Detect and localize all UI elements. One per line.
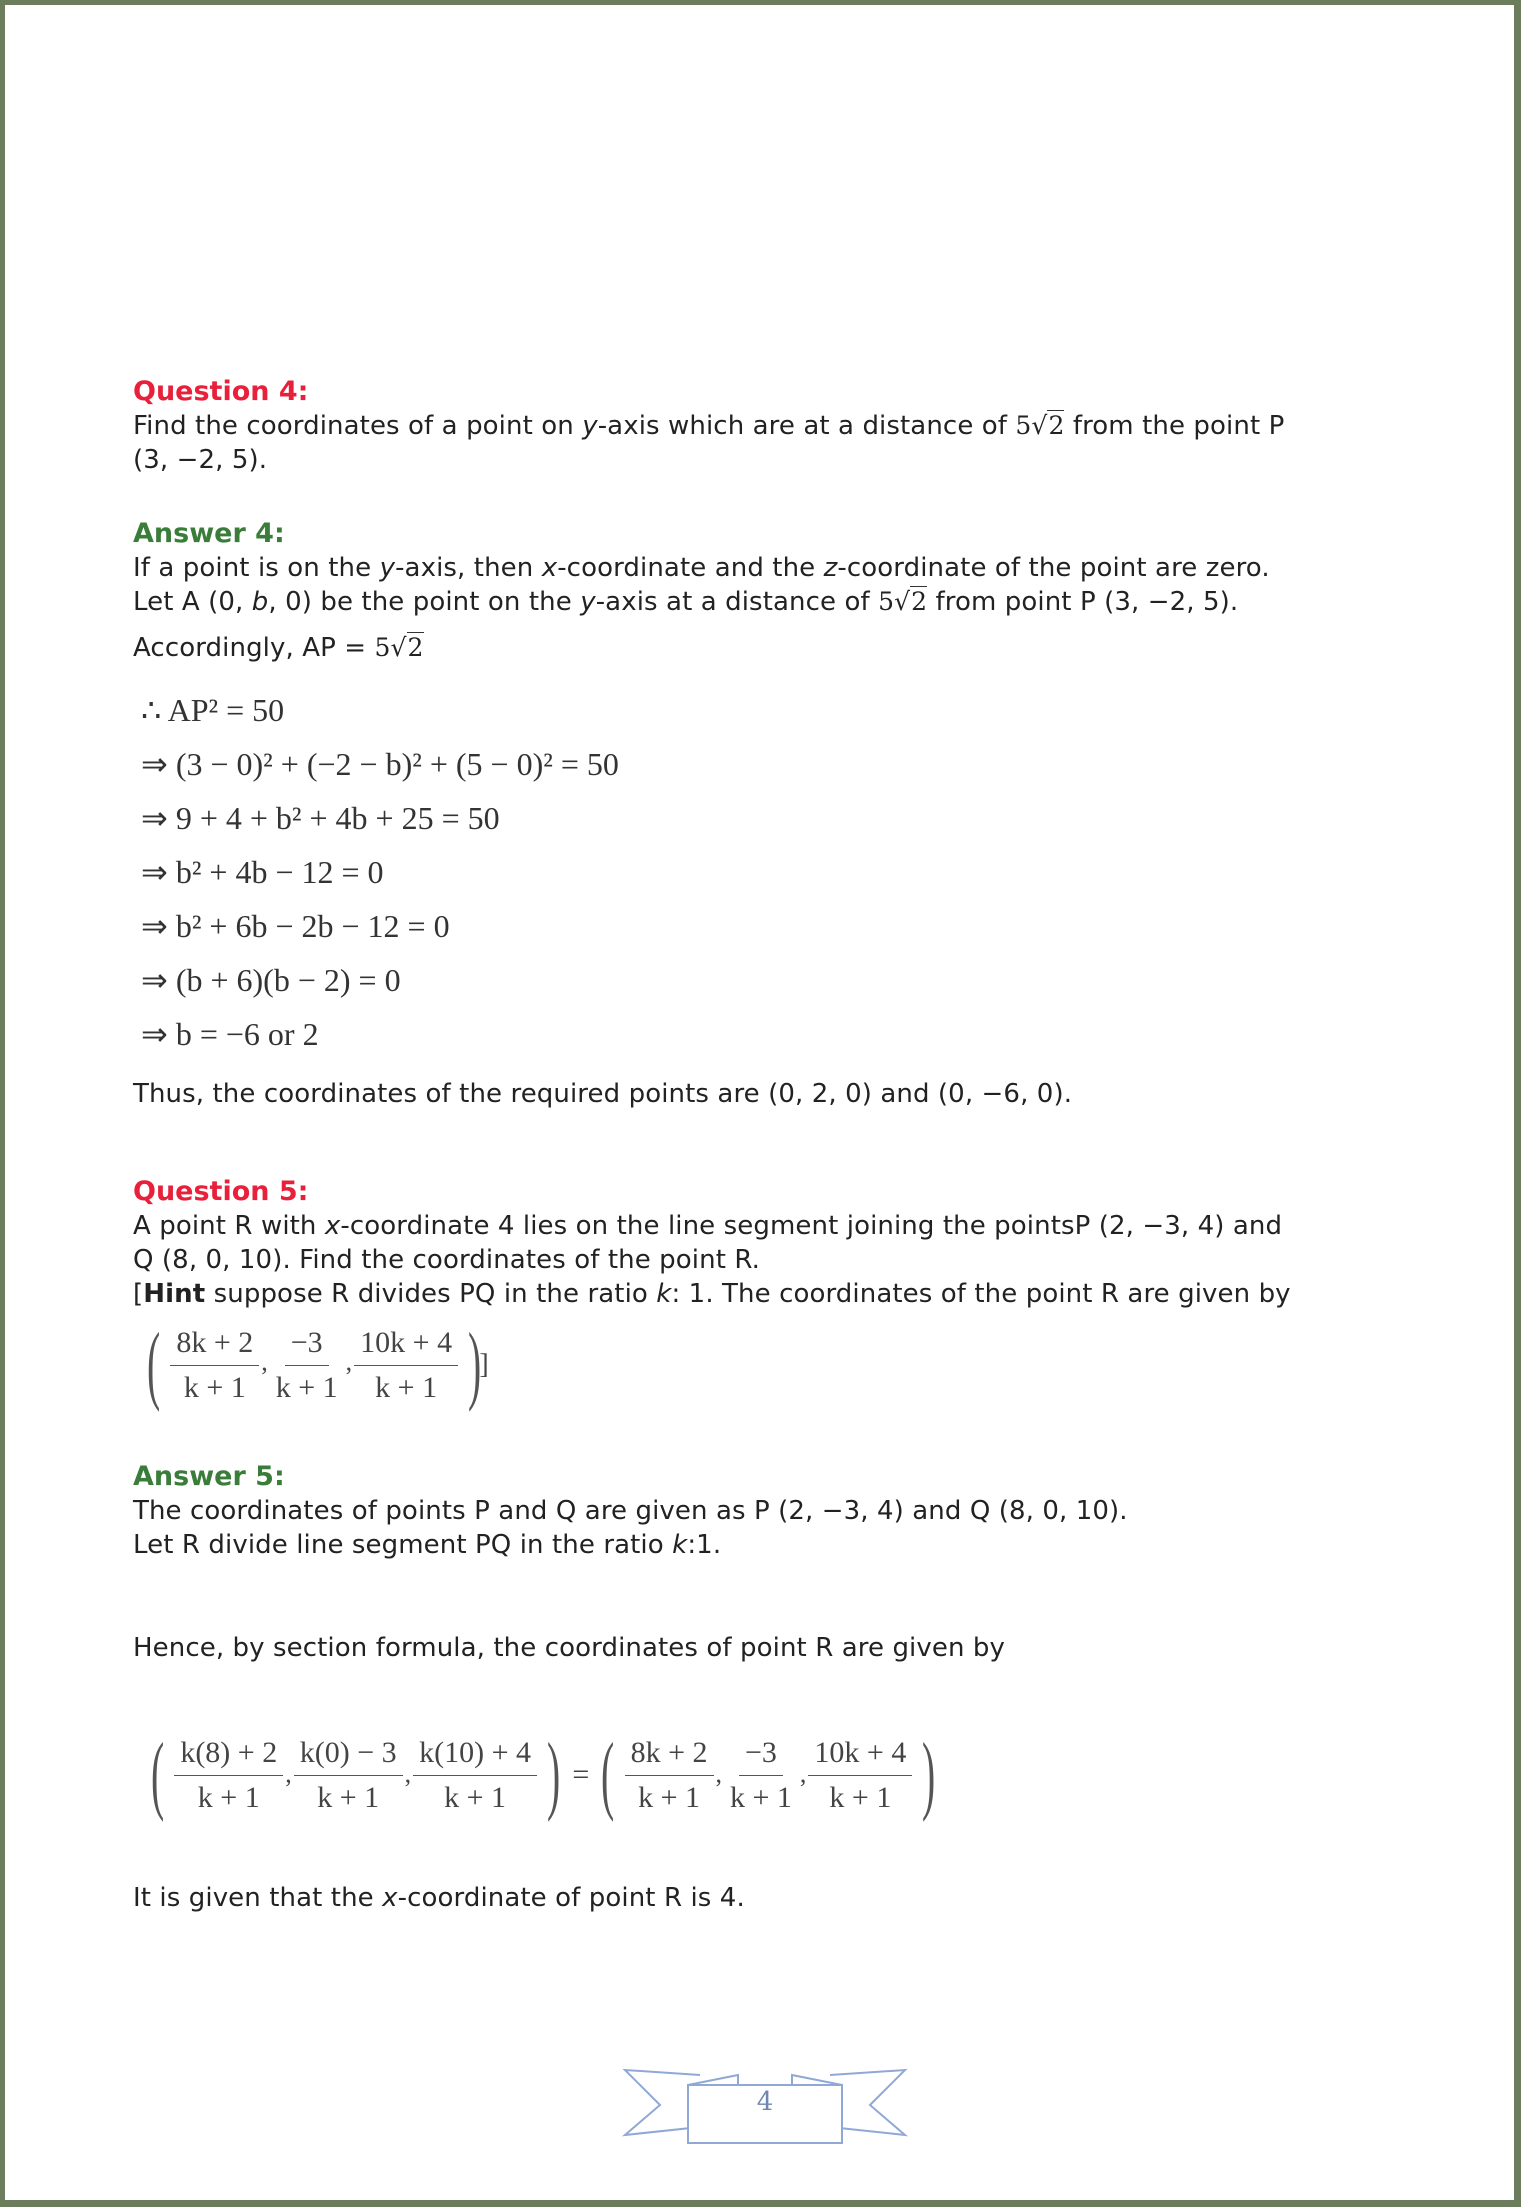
answer-5	[133, 1460, 1403, 1562]
answer-5-line2: Let R divide line segment PQ in the ratio k:1.	[133, 1530, 722, 1560]
question-5-heading: Question 5:	[133, 1176, 309, 1207]
section-formula: ( $\frac{k(8) + 2}{k + 1}$ , $\frac{k(0) - 3}{k + 1}$ , $\frac{k(10) + 4}{k + 1}$ ) = ( $\frac{8k + 2}{k + 1}$ , $\frac{-3}{k + 1}$ , $\frac{10k + 4}{k + 1}$ )	[151, 1726, 936, 1823]
fraction: $\frac{10k + 4}{k + 1}$	[808, 1733, 912, 1818]
equation-line: ⇒ (b + 6)(b − 2) = 0	[141, 962, 401, 998]
equation-line: ∴ AP² = 50	[141, 692, 285, 728]
equation-line: ⇒ b² + 6b − 2b − 12 = 0	[141, 908, 450, 944]
answer-4-line3: Accordingly, AP = 5√2	[133, 633, 424, 663]
answer-4	[133, 517, 1403, 665]
question-5-hint: [Hint suppose R divides PQ in the ratio k: 1. The coordinates of the point R are given by	[133, 1279, 1291, 1309]
equation-line: ⇒ b = −6 or 2	[141, 1016, 319, 1052]
question-4-heading: Question 4:	[133, 376, 309, 407]
answer-4-heading: Answer 4:	[133, 518, 285, 549]
answer-5-heading: Answer 5:	[133, 1461, 285, 1492]
right-paren: )	[468, 1316, 482, 1413]
five-root-two: 5√2	[1015, 411, 1065, 440]
question-4	[133, 375, 1403, 477]
fraction: $\frac{10k + 4}{k + 1}$	[354, 1323, 458, 1408]
question-5-line2: Q (8, 0, 10). Find the coordinates of the point R.	[133, 1245, 760, 1275]
fraction: $\frac{-3}{k + 1}$	[724, 1733, 798, 1818]
question-4-text-line2: (3, −2, 5).	[133, 445, 268, 475]
answer-4-conclusion: Thus, the coordinates of the required points are (0, 2, 0) and (0, −6, 0).	[133, 1079, 1073, 1109]
page-number: 4	[756, 2087, 774, 2117]
document-page	[5, 5, 1514, 2200]
answer-5-line4: It is given that the x-coordinate of point R is 4.	[133, 1883, 745, 1913]
question-5-line1: A point R with x-coordinate 4 lies on the line segment joining the pointsP (2, −3, 4) and	[133, 1211, 1283, 1241]
fraction: $\frac{k(8) + 2}{k + 1}$	[174, 1733, 283, 1818]
hint-formula: ( $\frac{8k + 2}{k + 1}$ , $\frac{-3}{k + 1}$ , $\frac{10k + 4}{k + 1}$ ) ]	[147, 1316, 489, 1413]
equation-line: ⇒ 9 + 4 + b² + 4b + 25 = 50	[141, 800, 500, 836]
answer-4-line2: Let A (0, b, 0) be the point on the y-axis at a distance of 5√2 from point P (3, −2, 5).	[133, 587, 1239, 617]
fraction: $\frac{-3}{k + 1}$	[270, 1323, 344, 1408]
page-number-ribbon	[620, 2065, 910, 2145]
question-4-text: Find the coordinates of a point on y-axis which are at a distance of 5√2 from the point P	[133, 411, 1285, 441]
equation-line: ⇒ (3 − 0)² + (−2 − b)² + (5 − 0)² = 50	[141, 746, 619, 782]
equation-line: ⇒ b² + 4b − 12 = 0	[141, 854, 384, 890]
answer-4-equations	[141, 683, 1411, 1061]
fraction: $\frac{k(10) + 4}{k + 1}$	[413, 1733, 537, 1818]
fraction: $\frac{k(0) - 3}{k + 1}$	[294, 1733, 403, 1818]
answer-5-line1: The coordinates of points P and Q are given as P (2, −3, 4) and Q (8, 0, 10).	[133, 1496, 1128, 1526]
fraction: $\frac{8k + 2}{k + 1}$	[625, 1733, 714, 1818]
question-5	[133, 1175, 1403, 1311]
answer-5-line3: Hence, by section formula, the coordinates of point R are given by	[133, 1633, 1005, 1663]
fraction: $\frac{8k + 2}{k + 1}$	[170, 1323, 259, 1408]
left-paren: (	[147, 1316, 161, 1413]
answer-4-line1: If a point is on the y-axis, then x-coordinate and the z-coordinate of the point are zero.	[133, 553, 1270, 583]
